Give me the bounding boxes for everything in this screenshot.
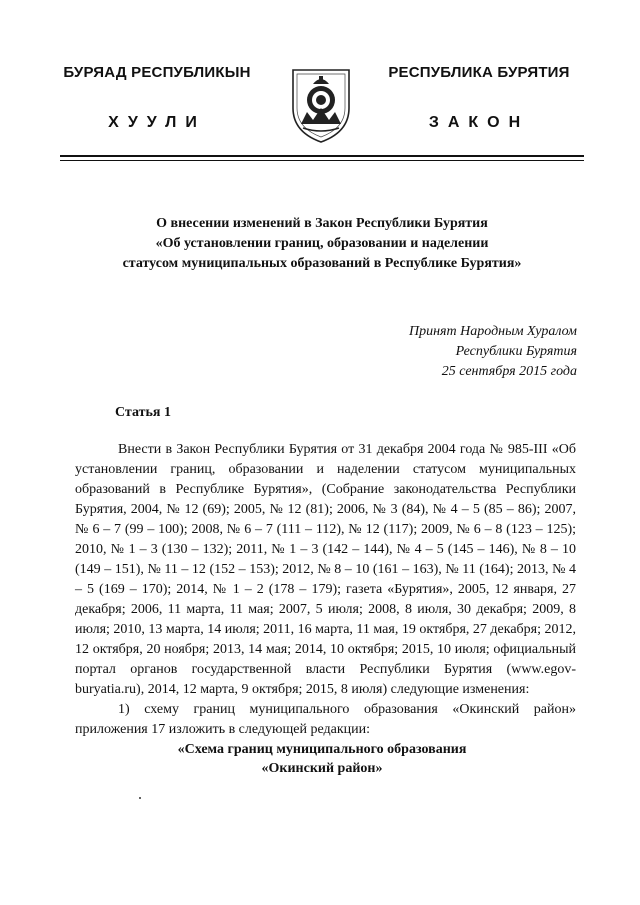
schema-title-line-2: «Окинский район» [261,761,383,776]
scan-speck [139,797,141,799]
law-title-line-3: статусом муниципальных образований в Республике Бурятия» [122,256,522,271]
article-paragraph-1: Внести в Закон Республики Бурятия от 31 декабря 2004 года № 985-III «Об установлении границ, образовании и наделении статусом муниципальных образований в Республике Бурятия», (Собрание законодательства Республики Бурятия, 2004, № 12 (69); 2005, № 12 (81); 2006, № 3 (84), № 4 – 5 (85 – 86); 2007, № 6 – 7 (99 – 100); 2008, № 6 – 7 (111 – 112), № 12 (117); 2009, № 6 – 8 (123 – 125); 2010, № 1 – 3 (130 – 132); 2011, № 1 – 3 (142 – 144), № 4 – 5 (145 – 146), № 8 – 10 (149 – 151), № 11 – 12 (152 – 153); 2012, № 8 – 10 (161 – 163), № 11 (164); 2013, № 4 – 5 (169 – 170); 2014, № 1 – 2 (178 – 179); газета «Бурятия», 2005, 12 января, 27 декабря; 2006, 11 марта, 11 мая; 2007, 5 июля; 2008, 8 июля, 30 декабря; 2009, 8 июля; 2010, 13 марта, 14 июля; 2011, 16 марта, 11 мая, 19 октября, 27 декабря; 2012, 12 октября, 20 ноября; 2013, 14 мая; 2014, 10 октября; 2015, 10 июля; официальный портал органов государственной власти Республики Бурятия (www.egov-buryatia.ru), 2014, 12 марта, 9 октября; 2015, 8 июля) следующие изменения: [75,442,576,697]
adoption-note-line-1: Принят Народным Хуралом [408,324,577,339]
adoption-note-line-2: Республики Бурятия [455,344,577,359]
header-rule-thick [60,155,584,157]
law-title-buryat: ХУУЛИ [108,114,206,131]
law-title [80,214,564,274]
article-paragraph-2: 1) схему границ муниципального образования «Окинский район» приложения 17 изложить в следующей редакции: [75,702,576,737]
article-heading: Статья 1 [115,405,171,420]
republic-name-buryat: БУРЯАД РЕСПУБЛИКЫН [63,64,251,81]
law-title-line-2: «Об установлении границ, образовании и наделении [155,236,489,251]
republic-name-russian: РЕСПУБЛИКА БУРЯТИЯ [388,64,570,81]
law-title-russian: ЗАКОН [428,114,530,131]
adoption-date: 25 сентября 2015 года [441,364,577,379]
adoption-note [330,322,577,382]
header-right [384,64,574,132]
buryatia-coat-of-arms-icon [287,62,355,144]
law-title-line-1: О внесении изменений в Закон Республики Бурятия [156,216,488,231]
header-rule-thin [60,160,584,161]
header-left [62,64,252,132]
schema-title-line-1: «Схема границ муниципального образования [177,742,467,757]
schema-title [80,740,564,778]
article-body [75,440,576,740]
